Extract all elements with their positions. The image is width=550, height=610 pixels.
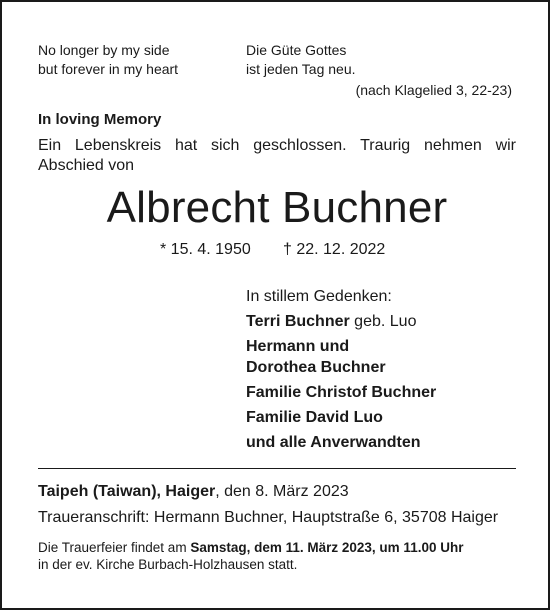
location-line (38, 482, 349, 502)
quote-right (246, 41, 356, 79)
deceased-name: Albrecht Buchner (106, 183, 448, 232)
quote-left (38, 41, 178, 79)
birth-date: * 15. 4. 1950 (160, 241, 251, 258)
location-date: , den 8. März 2023 (215, 483, 349, 500)
mourner-david: Familie David Luo (246, 409, 383, 426)
mourner-hermann-line-1: Hermann und (246, 338, 350, 355)
mourner-terri-suffix: geb. Luo (349, 313, 417, 330)
divider (38, 468, 516, 469)
death-date: † 22. 12. 2022 (283, 241, 386, 258)
mourners-intro: In stillem Gedenken: (246, 288, 392, 305)
mourners-block (246, 286, 436, 453)
mourner-terri-name: Terri Buchner (246, 313, 350, 330)
service-info (38, 539, 463, 573)
intro-text: Ein Lebenskreis hat sich geschlossen. Traurig nehmen wir Abschied von (38, 137, 516, 174)
mourning-address: Traueranschrift: Hermann Buchner, Hauptstraße 6, 35708 Haiger (38, 509, 499, 526)
service-when: Samstag, dem 11. März 2023, um 11.00 Uhr (190, 540, 464, 555)
service-line-2: in der ev. Kirche Burbach-Holzhausen statt. (38, 557, 298, 572)
service-prefix: Die Trauerfeier findet am (38, 540, 191, 555)
mourner-christof: Familie Christof Buchner (246, 384, 437, 401)
service-line-1 (38, 539, 463, 556)
mourner-relatives: und alle Anverwandten (246, 434, 421, 451)
mourner-hermann-line-2: Dorothea Buchner (246, 359, 386, 376)
quote-left-line-1: No longer by my side (38, 42, 170, 58)
quote-right-line-2: ist jeden Tag neu. (246, 61, 356, 77)
memory-heading: In loving Memory (38, 111, 162, 128)
mourner-terri (246, 311, 436, 332)
quote-left-line-2: but forever in my heart (38, 61, 179, 77)
location-place: Taipeh (Taiwan), Haiger (38, 483, 216, 500)
quote-source: (nach Klagelied 3, 22-23) (355, 82, 512, 98)
quote-right-line-1: Die Güte Gottes (246, 42, 347, 58)
